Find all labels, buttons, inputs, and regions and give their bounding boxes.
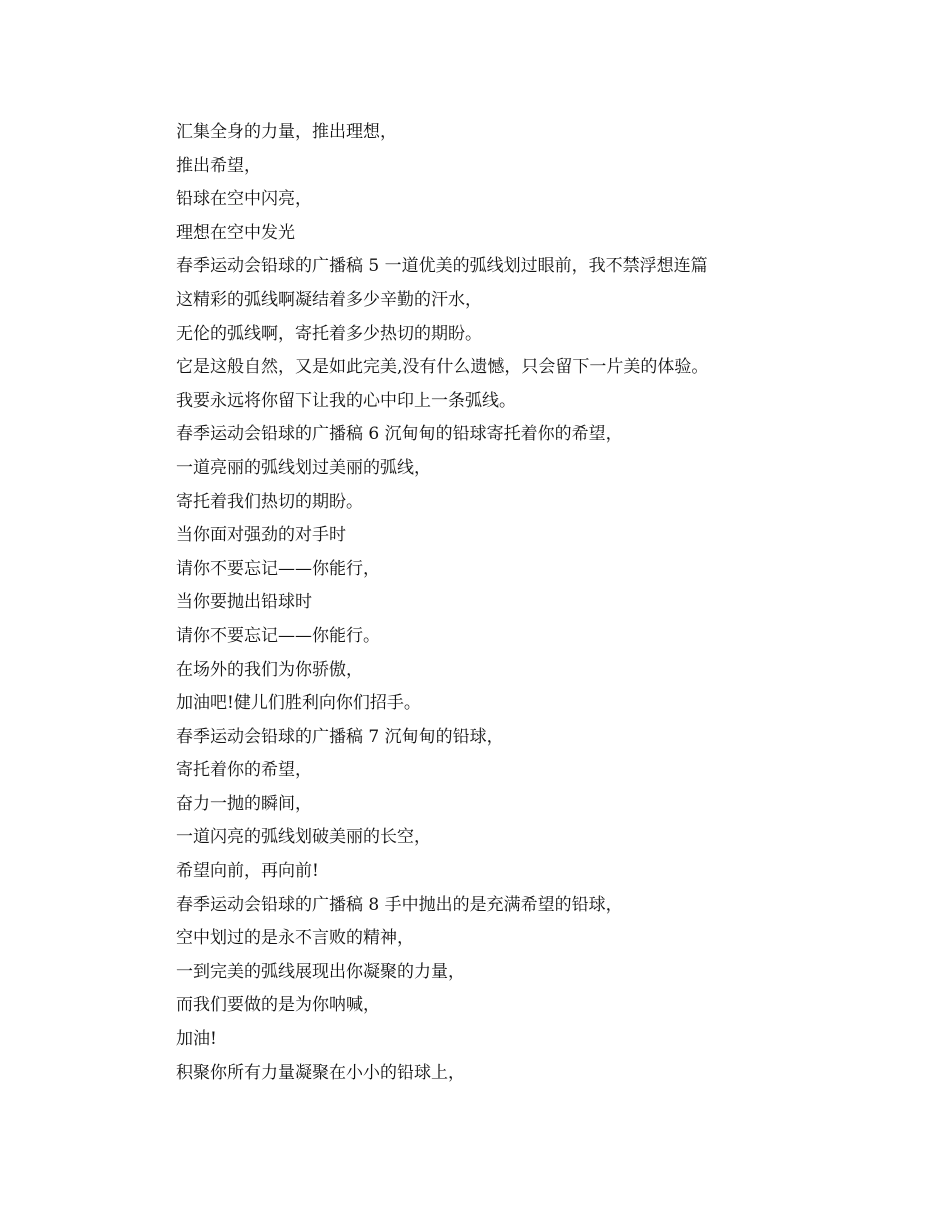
text-line: 铅球在空中闪亮， <box>176 189 312 210</box>
text-line: 这精彩的弧线啊凝结着多少辛勤的汗水， <box>176 289 482 310</box>
text-line: 而我们要做的是为你呐喊， <box>176 995 380 1016</box>
text-line: 请你不要忘记——你能行， <box>176 558 380 579</box>
text-line: 空中划过的是永不言败的精神， <box>176 928 414 949</box>
text-line: 春季运动会铅球的广播稿 8 手中抛出的是充满希望的铅球， <box>176 894 623 915</box>
text-line: 当你要抛出铅球时 <box>176 592 312 613</box>
text-line: 积聚你所有力量凝聚在小小的铅球上， <box>176 1062 465 1083</box>
text-line: 请你不要忘记——你能行。 <box>176 625 380 646</box>
text-line: 当你面对强劲的对手时 <box>176 525 346 546</box>
text-line: 汇集全身的力量，推出理想， <box>176 122 397 142</box>
text-line: 奋力一抛的瞬间， <box>176 793 312 814</box>
text-line: 推出希望， <box>176 155 261 176</box>
text-line: 一道亮丽的弧线划过美丽的弧线， <box>176 457 431 478</box>
text-line: 春季运动会铅球的广播稿 5 一道优美的弧线划过眼前，我不禁浮想连篇 <box>176 256 708 277</box>
text-line: 寄托着你的希望， <box>176 760 312 781</box>
document-body <box>176 116 776 1090</box>
text-line: 理想在空中发光 <box>176 222 295 243</box>
text-line: 希望向前，再向前! <box>176 861 319 882</box>
text-line: 春季运动会铅球的广播稿 6 沉甸甸的铅球寄托着你的希望， <box>176 424 623 445</box>
text-line: 无伦的弧线啊，寄托着多少热切的期盼。 <box>176 323 482 344</box>
text-line: 我要永远将你留下让我的心中印上一条弧线。 <box>176 390 516 411</box>
text-line: 春季运动会铅球的广播稿 7 沉甸甸的铅球， <box>176 726 504 747</box>
text-line: 寄托着我们热切的期盼。 <box>176 491 363 512</box>
text-line: 它是这般自然，又是如此完美,没有什么遗憾，只会留下一片美的体验。 <box>176 357 709 378</box>
text-line: 加油! <box>176 1029 217 1050</box>
text-line: 在场外的我们为你骄傲， <box>176 659 363 680</box>
text-line: 一道闪亮的弧线划破美丽的长空， <box>176 827 431 848</box>
text-line: 一到完美的弧线展现出你凝聚的力量， <box>176 961 465 982</box>
text-line: 加油吧!健儿们胜利向你们招手。 <box>176 693 421 714</box>
